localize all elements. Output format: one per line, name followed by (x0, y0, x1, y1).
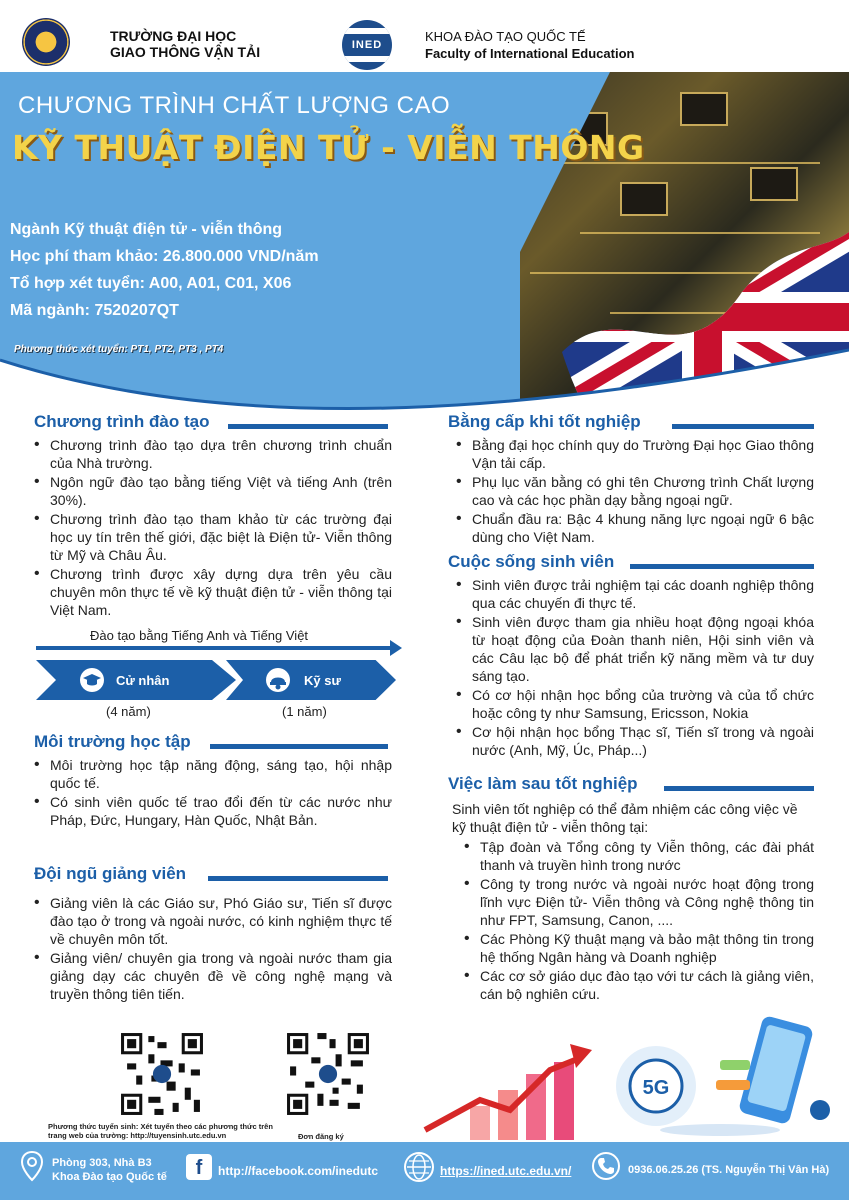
info-major: Ngành Kỹ thuật điện tử - viễn thông (10, 221, 283, 238)
info-subject-combos: Tổ hợp xét tuyển: A00, A01, C01, X06 (10, 275, 292, 292)
list-item: • Các cơ sở giáo dục đào tạo với tư cách là giảng viên, cán bộ nghiên cứu. (460, 967, 814, 1003)
list-item: • Cơ hội nhận học bổng Thạc sĩ, Tiến sĩ trong và ngoài nước (Anh, Mỹ, Úc, Pháp...) (452, 723, 814, 759)
program-info (10, 216, 319, 324)
university-name (110, 28, 260, 60)
list-item: • Chương trình được xây dựng dựa trên yêu cầu chuyên môn thực tế về kỹ thuật điện tử - viễn thông tại Việt Nam. (30, 565, 392, 619)
section-title-degree: Bằng cấp khi tốt nghiệp (448, 412, 641, 431)
list-item: • Có sinh viên quốc tế trao đổi đến từ các nước như Pháp, Đức, Hungary, Hàn Quốc, Nhật Bản. (30, 793, 392, 829)
footer-address (52, 1156, 167, 1184)
list-item: • Có cơ hội nhận học bổng của trường và của tổ chức hoặc công ty như Samsung, Ericsson, Nokia (452, 686, 814, 722)
faculty-name (425, 28, 634, 62)
utc-logo (22, 18, 70, 66)
ined-logo (342, 20, 392, 70)
list-item: • Chương trình đào tạo tham khảo từ các trường đại học uy tín trên thế giới, đặc biệt là Điện tử- Viễn thông từ Mỹ và Châu Âu. (30, 510, 392, 564)
logo-stripe (342, 56, 392, 62)
facebook-icon[interactable]: f (186, 1154, 212, 1180)
section-bar (210, 744, 388, 749)
5g-badge: 5G (642, 1077, 670, 1099)
faculty-vi: KHOA ĐÀO TẠO QUỐC TẾ (425, 29, 586, 44)
flow-arrow-line (36, 646, 394, 650)
list-item: • Sinh viên được tham gia nhiều hoạt động ngoại khóa từ hoạt động của Đoàn thanh niên, Hội sinh viên và các Câu lạc bộ để phát triển kỹ năng mềm và tư duy sáng tạo. (452, 613, 814, 685)
list-item: • Chuẩn đầu ra: Bậc 4 khung năng lực ngoại ngữ 6 bậc dùng cho Việt Nam. (452, 510, 814, 546)
list-item: • Các Phòng Kỹ thuật mạng và bảo mật thông tin trong hệ thống Ngân hàng và Doanh nghiệp (460, 930, 814, 966)
section-title-careers: Việc làm sau tốt nghiệp (448, 774, 638, 793)
university-line2: GIAO THÔNG VẬN TẢI (110, 44, 261, 60)
list-item: • Tập đoàn và Tổng công ty Viễn thông, các đài phát thanh và truyền hình trong nước (460, 838, 814, 874)
program-title: KỸ THUẬT ĐIỆN TỬ - VIỄN THÔNG (12, 128, 645, 167)
list-item: • Bằng đại học chính quy do Trường Đại học Giao thông Vận tải cấp. (452, 436, 814, 472)
faculty-en: Faculty of International Education (425, 46, 635, 61)
info-major-code: Mã ngành: 7520207QT (10, 302, 179, 319)
list-item: • Chương trình đào tạo dựa trên chương trình chuẩn của Nhà trường. (30, 436, 392, 472)
list-item: • Ngôn ngữ đào tạo bằng tiếng Việt và tiếng Anh (trên 30%). (30, 473, 392, 509)
banner-curve (0, 330, 849, 420)
stage-bachelor-label: Cử nhân (116, 673, 170, 688)
technology-illustration (420, 1010, 849, 1142)
graduation-cap-icon (80, 668, 104, 692)
careers-list (460, 838, 814, 1004)
logo-stripe (342, 28, 392, 34)
faculty-list (30, 894, 392, 1004)
stage-bachelor-duration: (4 năm) (106, 704, 151, 719)
phone-icon (592, 1152, 620, 1180)
section-title-environment: Môi trường học tập (34, 732, 191, 751)
qr-code-admission[interactable] (118, 1030, 206, 1118)
qr-caption-application: Đơn đăng ký (298, 1132, 344, 1141)
website-link[interactable]: https://ined.utc.edu.vn/ (440, 1164, 572, 1178)
section-bar (208, 876, 388, 881)
phone-number[interactable]: 0936.06.25.26 (TS. Nguyễn Thị Vân Hà) (628, 1164, 830, 1176)
section-title-training: Chương trình đào tạo (34, 412, 210, 431)
chip-shape (680, 92, 728, 126)
qr-code-application[interactable] (284, 1030, 372, 1118)
environment-list (30, 756, 392, 830)
engineer-helmet-icon (266, 668, 290, 692)
list-item: • Giảng viên/ chuyên gia trong và ngoài nước tham gia giảng dạy các chuyên đề về công nghệ mạng và truyền thông tiên tiến. (30, 949, 392, 1003)
training-list (30, 436, 392, 620)
section-bar (630, 564, 814, 569)
careers-intro: Sinh viên tốt nghiệp có thể đảm nhiệm các công việc về kỹ thuật điện tử - viễn thông tại: (452, 801, 798, 835)
section-title-faculty: Đội ngũ giảng viên (34, 864, 187, 883)
flow-label: Đào tạo bằng Tiếng Anh và Tiếng Việt (90, 628, 309, 643)
section-bar (672, 424, 814, 429)
list-item: • Môi trường học tập năng động, sáng tạo, hội nhập quốc tế. (30, 756, 392, 792)
chip-shape (620, 182, 668, 216)
stage-engineer-label: Kỹ sư (304, 673, 341, 688)
stage-engineer-duration: (1 năm) (282, 704, 327, 719)
ined-logo-text: INED (351, 39, 383, 51)
address-line1: Phòng 303, Nhà B3 (52, 1157, 152, 1169)
address-line2: Khoa Đào tạo Quốc tế (52, 1171, 167, 1183)
degree-list (452, 436, 814, 547)
facebook-link[interactable]: http://facebook.com/inedutc (218, 1164, 379, 1178)
list-item: • Công ty trong nước và ngoài nước hoạt động trong lĩnh vực Điện tử- Viễn thông và Công nghệ thông tin như FPT, Samsung, Canon, .... (460, 875, 814, 929)
qr-caption-admission: Phương thức tuyển sinh: Xét tuyển theo các phương thức trên trang web của trường: http://tuyensinh.utc.edu.vn (48, 1122, 273, 1140)
section-title-student-life: Cuộc sống sinh viên (448, 552, 615, 571)
globe-icon (404, 1152, 434, 1182)
chip-shape (750, 167, 798, 201)
location-pin-icon (20, 1150, 44, 1182)
admission-methods: Phương thức xét tuyển: PT1, PT2, PT3 , PT4 (14, 344, 224, 355)
list-item: • Phụ lục văn bằng có ghi tên Chương trình Chất lượng cao và các học phần dạy bằng ngoại ngữ. (452, 473, 814, 509)
section-bar (228, 424, 388, 429)
list-item: • Sinh viên được trải nghiệm tại các doanh nghiệp thông qua các chuyến đi thực tế. (452, 576, 814, 612)
header (0, 0, 849, 72)
list-item: • Giảng viên là các Giáo sư, Phó Giáo sư, Tiến sĩ được đào tạo ở trong và ngoài nước, có kinh nghiệm thực tế về chuyên môn tốt. (30, 894, 392, 948)
flow-arrow-head (390, 640, 402, 656)
section-bar (664, 786, 814, 791)
student-life-list (452, 576, 814, 760)
info-tuition: Học phí tham khảo: 26.800.000 VND/năm (10, 248, 319, 265)
university-line1: TRƯỜNG ĐẠI HỌC (110, 28, 237, 44)
program-subtitle: CHƯƠNG TRÌNH CHẤT LƯỢNG CAO (18, 92, 451, 119)
